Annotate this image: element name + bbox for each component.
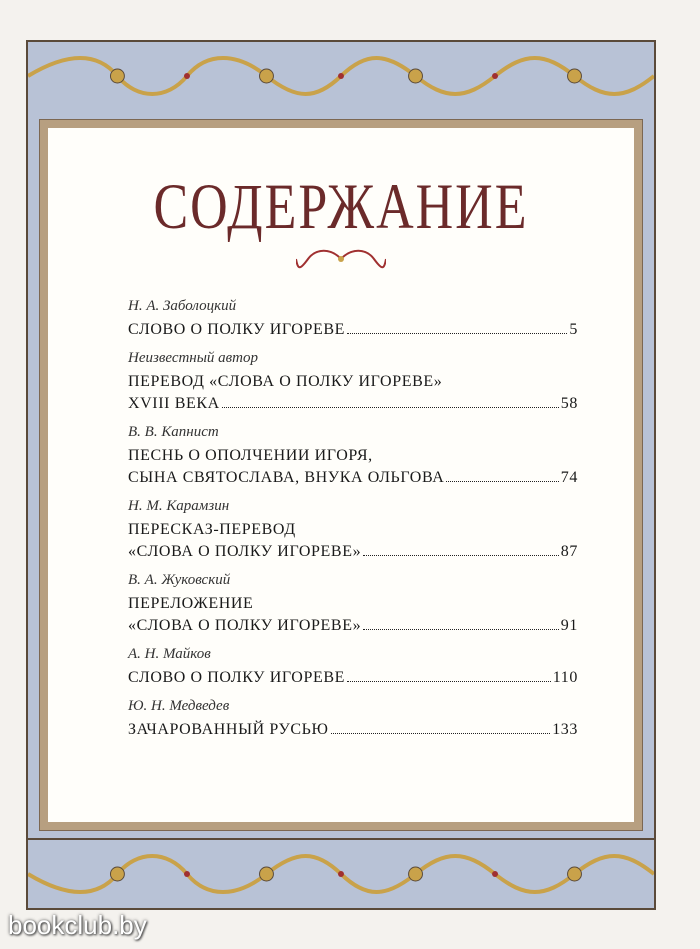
toc-author: Н. М. Карамзин xyxy=(128,498,230,514)
toc-title-text: ПЕРЕЛОЖЕНИЕ xyxy=(128,595,254,612)
title-flourish-ornament xyxy=(296,246,386,272)
toc-entry xyxy=(128,572,578,637)
bottom-ornament-band xyxy=(28,838,654,908)
toc-page-number: 74 xyxy=(560,469,578,486)
toc-title-line xyxy=(128,393,578,415)
table-of-contents xyxy=(128,298,578,750)
page-title: СОДЕРЖАНИЕ xyxy=(153,171,529,244)
toc-title-line xyxy=(128,615,578,637)
dot-leader xyxy=(363,554,559,556)
toc-title-text: ПЕСНЬ О ОПОЛЧЕНИИ ИГОРЯ, xyxy=(128,447,373,464)
toc-entry xyxy=(128,350,578,415)
dot-leader xyxy=(347,332,567,334)
toc-author: Ю. Н. Медведев xyxy=(128,698,230,714)
dot-leader xyxy=(446,480,558,482)
toc-page-number: 87 xyxy=(560,543,578,560)
toc-title-line xyxy=(128,719,578,741)
toc-title-text: ПЕРЕВОД «СЛОВА О ПОЛКУ ИГОРЕВЕ» xyxy=(128,373,443,390)
toc-title-line xyxy=(128,519,578,541)
top-ornament-band xyxy=(28,42,654,112)
toc-title-line xyxy=(128,541,578,563)
toc-author: Н. А. Заболоцкий xyxy=(128,298,237,314)
toc-page-number: 58 xyxy=(560,395,578,412)
content-frame xyxy=(28,110,654,840)
toc-author: Неизвестный автор xyxy=(128,350,258,366)
toc-title-line xyxy=(128,467,578,489)
site-watermark: bookclub.by xyxy=(8,910,147,940)
toc-title-text: «СЛОВА О ПОЛКУ ИГОРЕВЕ» xyxy=(128,543,362,560)
toc-page-number: 5 xyxy=(569,321,578,338)
toc-entry xyxy=(128,298,578,341)
toc-page-number: 110 xyxy=(552,669,578,686)
toc-title-line xyxy=(128,319,578,341)
dot-leader xyxy=(222,406,559,408)
toc-title-line xyxy=(128,371,578,393)
toc-page-number: 133 xyxy=(552,721,578,738)
toc-title-text: СЛОВО О ПОЛКУ ИГОРЕВЕ xyxy=(128,321,345,338)
toc-entry xyxy=(128,498,578,563)
toc-title-line xyxy=(128,593,578,615)
toc-author: А. Н. Майков xyxy=(128,646,211,662)
toc-author: В. В. Капнист xyxy=(128,424,219,440)
toc-entry xyxy=(128,424,578,489)
toc-title-line xyxy=(128,445,578,467)
toc-entry xyxy=(128,698,578,741)
bottom-scroll-ornament xyxy=(28,840,654,908)
toc-title-text: ПЕРЕСКАЗ-ПЕРЕВОД xyxy=(128,521,296,538)
toc-title-text: «СЛОВА О ПОЛКУ ИГОРЕВЕ» xyxy=(128,617,362,634)
top-scroll-ornament xyxy=(28,42,654,110)
dot-leader xyxy=(331,732,551,734)
toc-title-line xyxy=(128,667,578,689)
book-page xyxy=(26,40,656,910)
toc-title-text: XVIII ВЕКА xyxy=(128,395,220,412)
toc-title-text: СЛОВО О ПОЛКУ ИГОРЕВЕ xyxy=(128,669,345,686)
toc-entry xyxy=(128,646,578,689)
toc-title-text: СЫНА СВЯТОСЛАВА, ВНУКА ОЛЬГОВА xyxy=(128,469,445,486)
toc-page-number: 91 xyxy=(560,617,578,634)
dot-leader xyxy=(347,680,551,682)
dot-leader xyxy=(363,628,559,630)
toc-author: В. А. Жуковский xyxy=(128,572,231,588)
toc-title-text: ЗАЧАРОВАННЫЙ РУСЬЮ xyxy=(128,721,329,738)
